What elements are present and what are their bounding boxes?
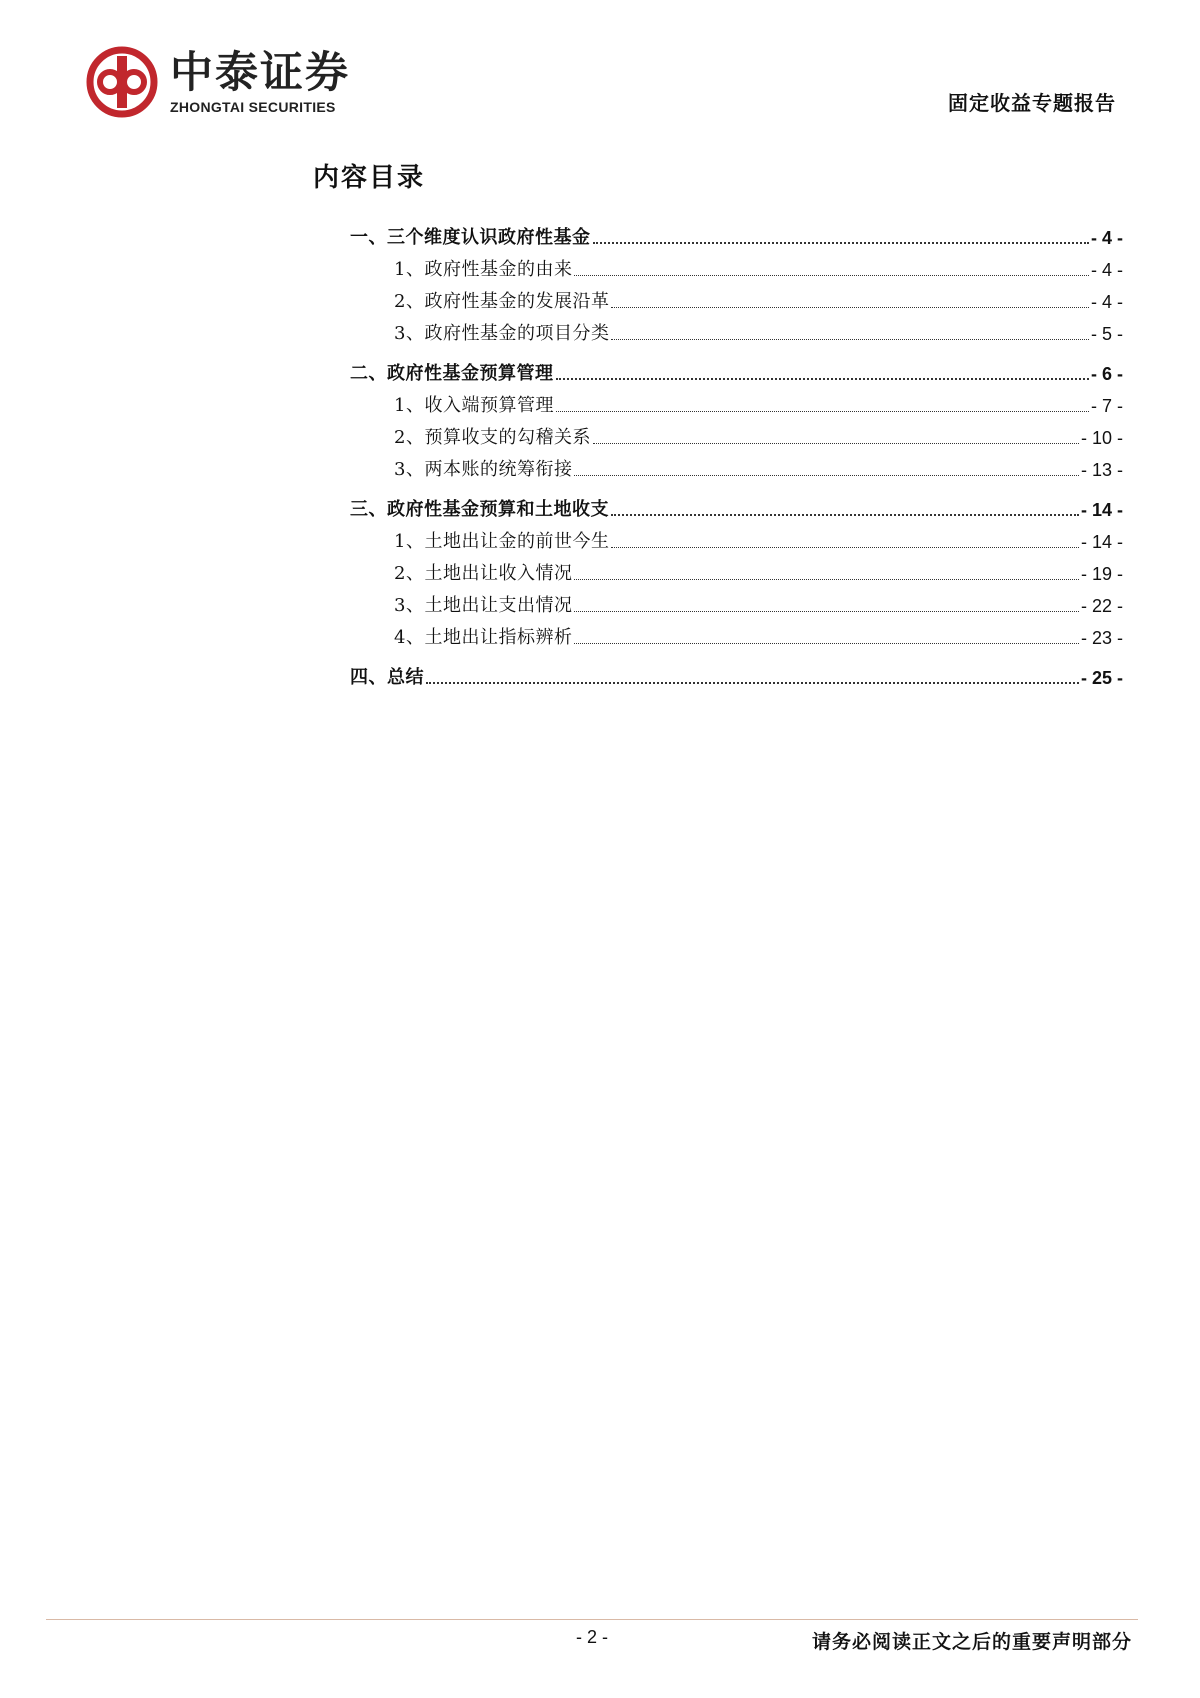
toc-section-link[interactable] (350, 217, 1123, 249)
toc-subsection-link[interactable] (350, 553, 1123, 585)
toc-dot-leader (611, 339, 1089, 340)
toc-entry-label: 1、收入端预算管理 (394, 395, 554, 416)
brand-name-cn: 中泰证券 (170, 48, 350, 98)
brand-name-en: ZHONGTAI SECURITIES (170, 99, 336, 115)
toc-entry-label: 3、两本账的统筹衔接 (394, 459, 573, 480)
zhongtai-logo-icon (86, 46, 158, 118)
toc-dot-leader (574, 611, 1079, 612)
footer-disclaimer: 请务必阅读正文之后的重要声明部分 (811, 1631, 1132, 1653)
toc-dot-leader (611, 514, 1079, 516)
toc-entry-label: 一、三个维度认识政府性基金 (350, 227, 591, 248)
toc-entry-page: - 4 - (1090, 260, 1123, 280)
toc-entry-page: - 23 - (1080, 628, 1123, 648)
toc-entry-page: - 22 - (1080, 596, 1123, 616)
toc-dot-leader (426, 682, 1079, 684)
toc-entry-page: - 5 - (1090, 324, 1123, 344)
toc-entry-page: - 6 - (1090, 364, 1123, 384)
toc-dot-leader (593, 242, 1089, 244)
toc-entry-label: 三、政府性基金预算和土地收支 (350, 499, 609, 520)
company-logo (86, 46, 446, 122)
toc-subsection-link[interactable] (350, 585, 1123, 617)
toc-entry-label: 1、土地出让金的前世今生 (394, 531, 610, 552)
toc-title: 内容目录 (313, 163, 426, 193)
toc-subsection-link[interactable] (350, 249, 1123, 281)
toc-dot-leader (574, 275, 1089, 276)
toc-entry-page: - 7 - (1090, 396, 1123, 416)
table-of-contents (350, 217, 1123, 689)
toc-dot-leader (611, 307, 1089, 308)
toc-entry-label: 3、土地出让支出情况 (394, 595, 573, 616)
toc-entry-page: - 4 - (1090, 228, 1123, 248)
toc-dot-leader (574, 579, 1079, 580)
page-number: - 2 - (576, 1627, 609, 1647)
toc-entry-label: 四、总结 (350, 667, 424, 688)
toc-entry-page: - 14 - (1080, 500, 1123, 520)
toc-subsection-link[interactable] (350, 617, 1123, 649)
toc-entry-page: - 19 - (1080, 564, 1123, 584)
toc-section-link[interactable] (350, 489, 1123, 521)
toc-dot-leader (556, 411, 1089, 412)
toc-subsection-link[interactable] (350, 521, 1123, 553)
toc-entry-label: 4、土地出让指标辨析 (394, 627, 573, 648)
toc-section-link[interactable] (350, 657, 1123, 689)
toc-entry-label: 二、政府性基金预算管理 (350, 363, 554, 384)
toc-subsection-link[interactable] (350, 385, 1123, 417)
toc-entry-page: - 10 - (1080, 428, 1123, 448)
toc-dot-leader (574, 643, 1079, 644)
toc-entry-page: - 25 - (1080, 668, 1123, 688)
toc-entry-label: 2、政府性基金的发展沿革 (394, 291, 610, 312)
toc-entry-label: 3、政府性基金的项目分类 (394, 323, 610, 344)
toc-subsection-link[interactable] (350, 313, 1123, 345)
toc-dot-leader (611, 547, 1079, 548)
report-type-label: 固定收益专题报告 (948, 91, 1116, 115)
toc-section-link[interactable] (350, 353, 1123, 385)
toc-dot-leader (556, 378, 1089, 380)
toc-subsection-link[interactable] (350, 417, 1123, 449)
toc-dot-leader (593, 443, 1079, 444)
toc-dot-leader (574, 475, 1079, 476)
toc-subsection-link[interactable] (350, 281, 1123, 313)
toc-entry-label: 1、政府性基金的由来 (394, 259, 573, 280)
toc-entry-label: 2、预算收支的勾稽关系 (394, 427, 591, 448)
toc-entry-page: - 4 - (1090, 292, 1123, 312)
toc-entry-page: - 13 - (1080, 460, 1123, 480)
toc-subsection-link[interactable] (350, 449, 1123, 481)
toc-entry-label: 2、土地出让收入情况 (394, 563, 573, 584)
toc-entry-page: - 14 - (1080, 532, 1123, 552)
footer-divider (46, 1619, 1138, 1620)
